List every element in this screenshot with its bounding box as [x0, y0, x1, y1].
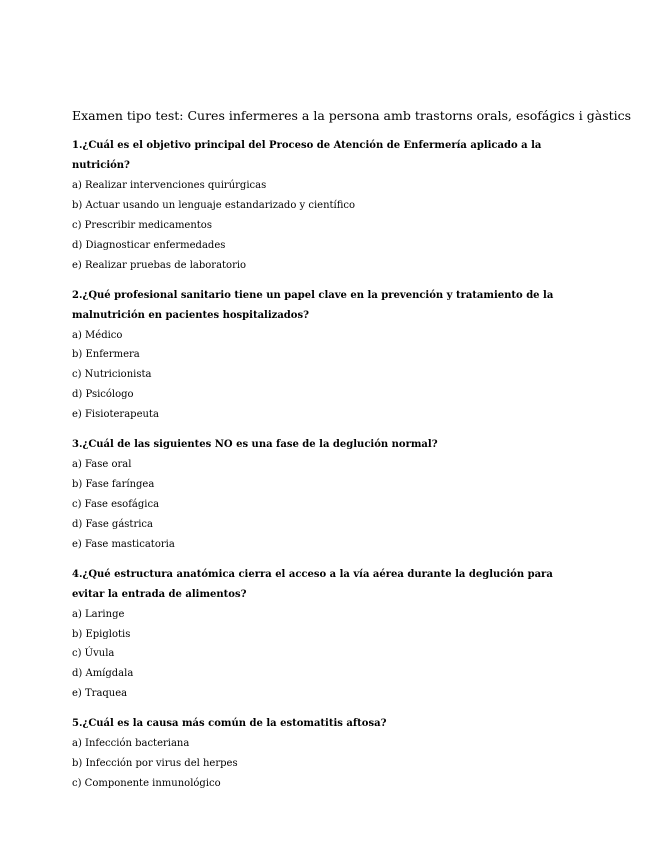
question-4: [72, 565, 572, 705]
question-3: [72, 435, 572, 555]
question-stem: [72, 435, 572, 455]
option-c: c) Prescribir medicamentos: [72, 219, 212, 231]
option-e: e) Traquea: [72, 688, 128, 700]
option-a: a) Infección bacteriana: [72, 738, 190, 750]
option-e: e) Fase masticatoria: [72, 538, 175, 550]
question-list: [72, 136, 572, 804]
option-list: [72, 326, 572, 426]
question-stem: [72, 136, 572, 176]
option-d: d) Diagnosticar enfermedades: [72, 239, 226, 251]
option-list: [72, 734, 572, 794]
question-5: [72, 714, 572, 794]
option-a: a) Médico: [72, 329, 123, 341]
question-number: 3.: [72, 439, 83, 451]
option-b: b) Enfermera: [72, 349, 140, 361]
question-text: ¿Qué profesional sanitario tiene un papel clave en la prevención y tratamiento de la malnutrición en pacientes hospitalizados?: [72, 289, 554, 321]
question-2: [72, 286, 572, 426]
option-c: c) Nutricionista: [72, 369, 152, 381]
option-a: a) Laringe: [72, 608, 125, 620]
question-text: ¿Cuál es la causa más común de la estomatitis aftosa?: [82, 718, 387, 730]
option-b: b) Epiglotis: [72, 628, 131, 640]
question-number: 4.: [72, 568, 83, 580]
option-b: b) Fase faríngea: [72, 478, 155, 490]
option-list: [72, 455, 572, 555]
option-a: a) Fase oral: [72, 459, 132, 471]
option-list: [72, 605, 572, 705]
option-d: d) Fase gástrica: [72, 518, 153, 530]
option-b: b) Infección por virus del herpes: [72, 758, 238, 770]
option-b: b) Actuar usando un lenguaje estandarizado y científico: [72, 199, 356, 211]
option-e: e) Realizar pruebas de laboratorio: [72, 259, 247, 271]
option-d: d) Psicólogo: [72, 389, 134, 401]
option-c: c) Úvula: [72, 648, 115, 660]
question-text: ¿Cuál es el objetivo principal del Proceso de Atención de Enfermería aplicado a la nutrición?: [72, 140, 542, 171]
question-text: ¿Qué estructura anatómica cierra el acceso a la vía aérea durante la deglución para evitar la entrada de alimentos?: [72, 568, 553, 600]
option-c: c) Componente inmunológico: [72, 777, 221, 789]
question-stem: [72, 714, 572, 734]
question-text: ¿Cuál de las siguientes NO es una fase de la deglución normal?: [82, 439, 438, 451]
document-title: Examen tipo test: Cures infermeres a la persona amb trastorns orals, esofágics i gàstics: [72, 108, 632, 123]
question-number: 1.: [72, 140, 83, 151]
question-number: 2.: [72, 289, 83, 301]
option-list: [72, 176, 572, 276]
option-a: a) Realizar intervenciones quirúrgicas: [72, 180, 267, 191]
option-d: d) Amígdala: [72, 668, 134, 680]
question-stem: [72, 565, 572, 605]
option-c: c) Fase esofágica: [72, 498, 160, 510]
option-e: e) Fisioterapeuta: [72, 409, 159, 421]
question-number: 5.: [72, 718, 83, 730]
question-1: [72, 136, 572, 276]
question-stem: [72, 286, 572, 326]
